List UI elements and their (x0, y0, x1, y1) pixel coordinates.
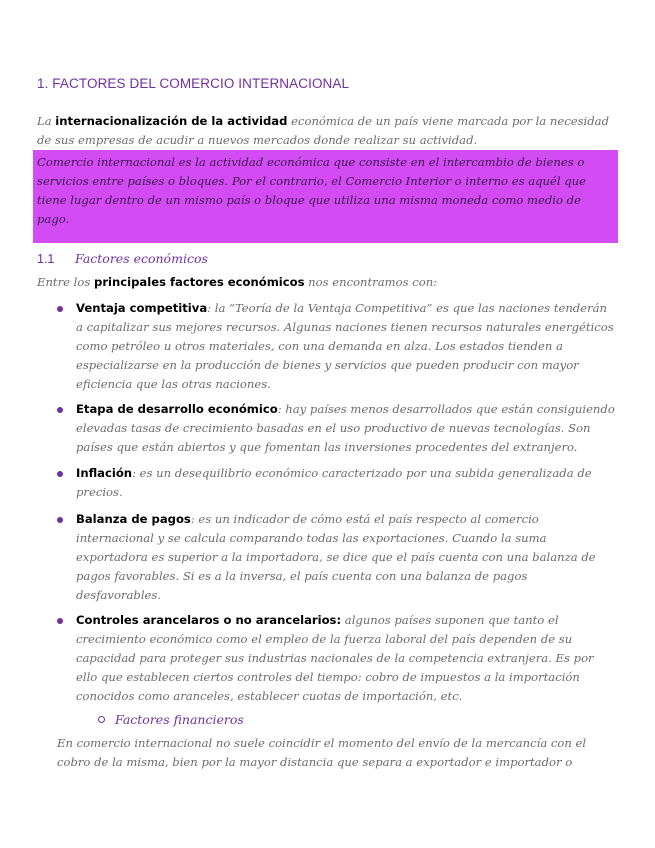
subsection-title: Factores económicos (75, 251, 208, 266)
list-item: Controles arancelaros o no arancelarios: algunos países suponen que tanto el crecimiento económico como el empleo de la fuerza laboral del país dependen de su capacidad para proteger sus industrias nacionales de la competencia extranjera. Es por ello que establecen ciertos controles del tiempo: cobro de impuestos a la importación conocidos como aranceles, establecer cuotas de importación, etc. (76, 613, 594, 703)
bullet-icon (57, 306, 63, 312)
bullet-icon (57, 471, 63, 477)
sub-subsection-heading: Factores financieros (98, 712, 244, 727)
list-item: Inflación: es un desequilibrio económico caracterizado por una subida generalizada de precios. (76, 466, 592, 499)
highlight-paragraph: Comercio internacional es la actividad económica que consiste en el intercambio de bienes o servicios entre países o bloques. Por el contrario, el Comercio Interior o interno es aquél que tiene lugar dentro de un mismo país o bloque que utiliza una misma moneda como medio de pago. (37, 155, 587, 226)
lead-bold-term: principales factores económicos (94, 275, 305, 289)
lead-paragraph: Entre los principales factores económicos nos encontramos con: (37, 275, 438, 289)
closing-paragraph: En comercio internacional no suele coincidir el momento del envío de la mercancía con el cobro de la misma, bien por la mayor distancia que separa a exportador e importador o (57, 736, 587, 769)
list-item: Etapa de desarrollo económico: hay países menos desarrollados que están consiguiendo elevadas tasas de crecimiento basadas en el uso productivo de nuevas tecnologías. Son países que están abiertos y que fomentan las inversiones procedentes del extranjero. (76, 402, 615, 454)
bullet-icon (57, 517, 63, 523)
circle-bullet-icon (98, 716, 105, 723)
list-item: Balanza de pagos: es un indicador de cómo está el país respecto al comercio internacional y se calcula comparando todas las exportaciones. Cuando la suma exportadora es superior a la importadora, se dice que el país cuenta con una balanza de pagos favorables. Si es a la inversa, el país cuenta con una balanza de pagos desfavorables. (76, 512, 596, 602)
bullet-icon (57, 407, 63, 413)
subsection-number: 1.1 (37, 252, 55, 266)
bullet-icon (57, 618, 63, 624)
subsection-heading (37, 251, 208, 266)
list-item: Ventaja competitiva: la “Teoría de la Ventaja Competitiva” es que las naciones tenderán a capitalizar sus mejores recursos. Algunas naciones tienen recursos naturales energéticos como petróleo u otros materiales, con una demanda en alza. Los estados tienden a especializarse en la producción de bienes y servicios que pueden producir con mayor eficiencia que las otras naciones. (76, 301, 614, 391)
intro-paragraph: La internacionalización de la actividad económica de un país viene marcada por la necesidad de sus empresas de acudir a nuevos mercados donde realizar su actividad. (37, 114, 609, 147)
section-heading: 1. FACTORES DEL COMERCIO INTERNACIONAL (37, 76, 350, 91)
intro-bold-term: internacionalización de la actividad (55, 114, 288, 128)
